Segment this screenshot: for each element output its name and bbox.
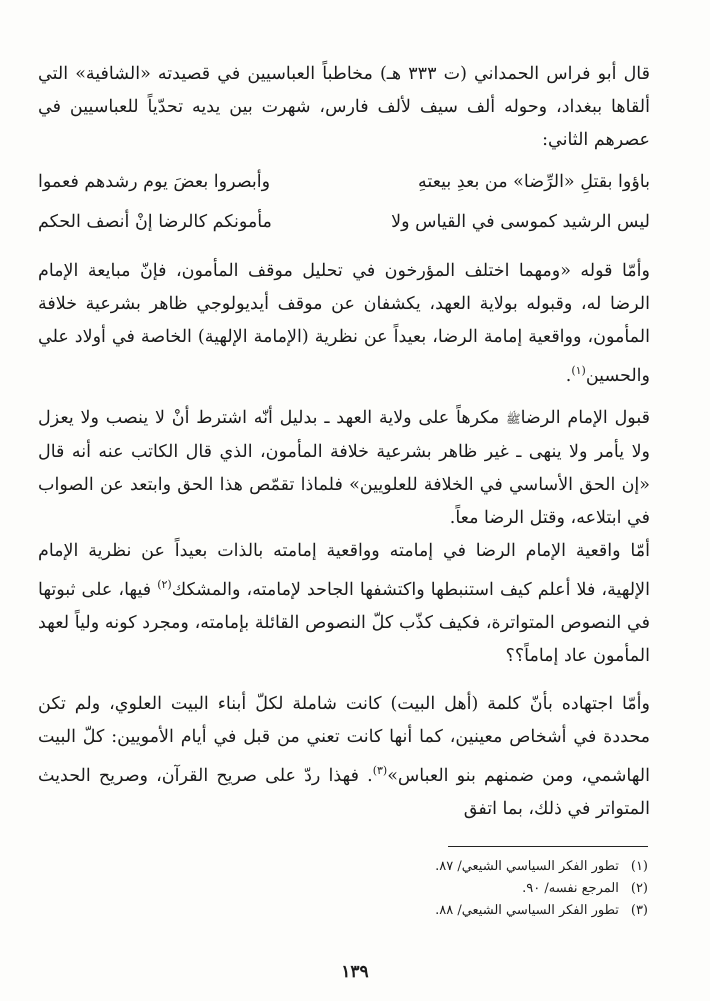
verse-line-1: [38, 172, 650, 192]
paragraph-4-start: أمّا واقعية الإمام الرضا في إمامته وواقعية إمامته بالذات بعيداً عن نظرية الإمام الإلهية، فلا أعلم كيف استنبطها واكتشفها الجاحد لإمامته، والمشكك: [38, 541, 650, 600]
footnote-3-text: تطور الفكر السياسي الشيعي/ ٨٨.: [435, 903, 619, 918]
paragraph-2: [38, 255, 650, 393]
verse-2-first-hemistich: ليس الرشيد كموسى في القياس ولا: [391, 212, 650, 232]
paragraph-4: [38, 535, 650, 673]
footnote-3: [88, 900, 648, 922]
verse-1-second-hemistich: وأبصروا بعضَ يوم رشدهم فعموا: [38, 172, 271, 192]
footnote-1: [88, 856, 648, 878]
footnote-2-number: (٢): [630, 881, 648, 896]
paragraph-4-text: فيها، على ثبوتها في النصوص المتواترة، فكيف كذّب كلّ النصوص القائلة بإمامته، ومجرد كونه ولياً لعهد المأمون عاد إماماً؟؟: [38, 579, 650, 666]
paragraph-quote: [38, 255, 650, 393]
paragraph-acceptance: [38, 402, 650, 673]
paragraph-2-end: .: [565, 365, 572, 386]
page-number: ١٣٩: [341, 962, 369, 982]
paragraph-3-start: قبول الإمام الرضا: [520, 408, 650, 428]
footnote-3-number: (٣): [630, 903, 648, 918]
paragraph-2-text: وأمّا قوله «ومهما اختلف المؤرخون في تحليل موقف المأمون، فإنّ مبايعة الإمام الرضا له، وقبوله بولاية العهد، يكشفان عن موقف أيديولوجي ظاهر بشرعية خلافة المأمون، وواقعية إمامة الرضا، بعيداً عن نظرية (الإمامة الإلهية) الخاصة في أولاد علي والحسين: [38, 261, 650, 386]
footnote-divider: [448, 846, 648, 847]
footnotes: [88, 856, 648, 922]
footnote-ref-3: (٣): [372, 764, 388, 777]
footnote-1-number: (١): [630, 859, 648, 874]
paragraph-5-end: . فهذا ردّ على صريح القرآن، وصريح الحديث المتواتر في ذلك، بما اتفق: [38, 765, 650, 819]
verse-2-second-hemistich: مأمونكم كالرضا إنْ أنصف الحكم: [38, 212, 272, 232]
paragraph-3-text: مكرهاً على ولاية العهد ـ بدليل أنّه اشترط أنْ لا ينصب ولا يعزل ولا يأمر ولا ينهى ـ غير ظاهر بشرعية خلافة المأمون، الذي قال الكاتب عنه أنه قال «إن الحق الأساسي في الخلافة للعلويين» فلماذا تقمّص هذا الحق وابتعد عن الصواب في ابتلاعه، وقتل الرضا معاً.: [38, 408, 650, 528]
verse-1-first-hemistich: باؤوا بقتلِ «الرِّضا» من بعدِ بيعتهِ: [418, 172, 650, 192]
footnote-ref-2: (٢): [157, 578, 172, 591]
paragraph-3: [38, 402, 650, 535]
paragraph-ahl-al-bayt: [38, 688, 650, 826]
honorific-glyph: ﷺ: [506, 412, 521, 426]
paragraph-5: [38, 688, 650, 826]
paragraph-5-text: وأمّا اجتهاده بأنّ كلمة (أهل البيت) كانت شاملة لكلّ أبناء البيت العلوي، ولم تكن محددة في أشخاص معينين، كما أنها كانت تعني من قبل في أيام الأمويين: كلّ البيت الهاشمي، ومن ضمنهم بنو العباس»: [38, 694, 650, 786]
footnote-2-text: المرجع نفسه/ ٩٠.: [522, 881, 619, 896]
paragraph-intro: [38, 58, 650, 157]
verse-line-2: [38, 212, 650, 232]
footnote-2: [88, 878, 648, 900]
footnote-ref-1: (١): [571, 364, 586, 377]
footnote-1-text: تطور الفكر السياسي الشيعي/ ٨٧.: [435, 859, 619, 874]
paragraph-1: قال أبو فراس الحمداني (ت ٣٣٣ هـ) مخاطباً العباسيين في قصيدته «الشافية» التي ألقاها ببغداد، وحوله ألف سيف لألف فارس، شهرت بين يديه تحدّياً للعباسيين في عصرهم الثاني:: [38, 64, 650, 150]
